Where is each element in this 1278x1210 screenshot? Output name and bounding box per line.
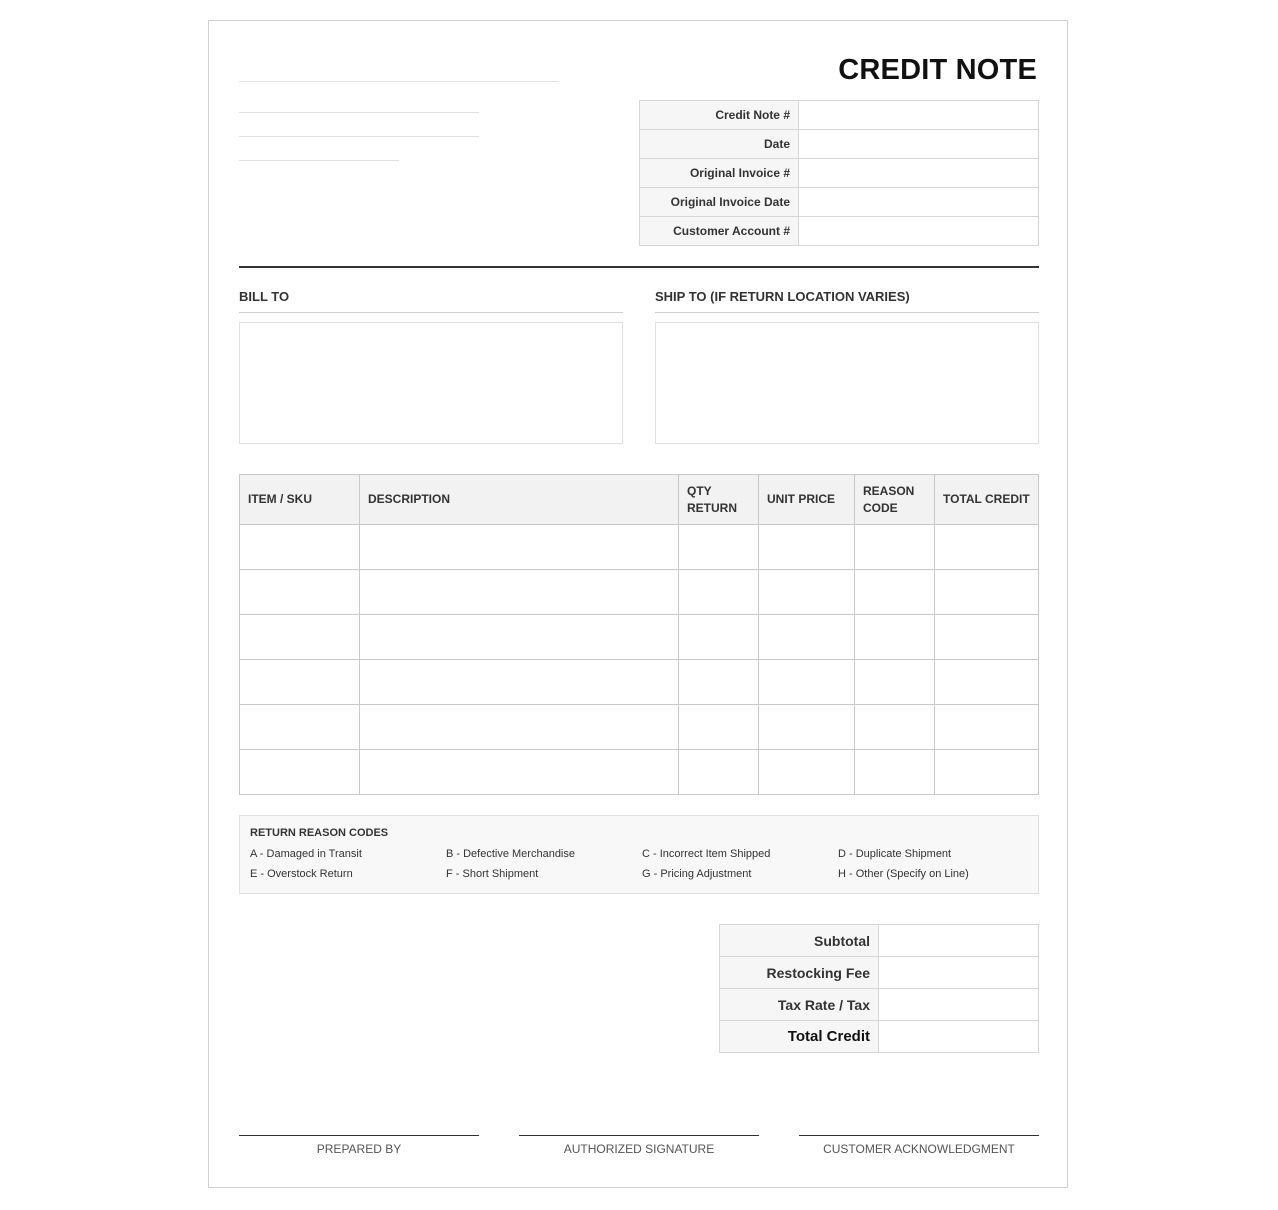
qty-return-cell[interactable] — [679, 750, 759, 795]
customer-acknowledgment-signature[interactable]: CUSTOMER ACKNOWLEDGMENT — [799, 1135, 1039, 1156]
total-credit-cell[interactable] — [935, 525, 1039, 570]
document-title: CREDIT NOTE — [838, 54, 1037, 86]
tax-label: Tax Rate / Tax — [720, 989, 879, 1021]
column-header-unit-price: UNIT PRICE — [759, 475, 855, 525]
return-reason-codes-panel — [239, 815, 1039, 894]
total-credit-field[interactable] — [879, 1021, 1039, 1053]
original-invoice-number-field[interactable] — [799, 159, 1039, 188]
totals-table — [719, 924, 1039, 1053]
table-row — [240, 615, 1039, 660]
description-cell[interactable] — [360, 750, 679, 795]
item-sku-cell[interactable] — [240, 615, 360, 660]
reason-code-cell[interactable] — [855, 615, 935, 660]
item-sku-cell[interactable] — [240, 525, 360, 570]
line-items-table — [239, 474, 1039, 795]
reason-header-line-2: CODE — [863, 500, 898, 515]
reason-codes-title: RETURN REASON CODES — [250, 827, 389, 839]
qty-return-cell[interactable] — [679, 615, 759, 660]
reason-code-cell[interactable] — [855, 750, 935, 795]
column-header-total-credit: TOTAL CREDIT — [935, 475, 1039, 525]
restocking-fee-row — [720, 957, 1039, 989]
column-header-description: DESCRIPTION — [360, 475, 679, 525]
subtotal-label: Subtotal — [720, 925, 879, 957]
tax-field[interactable] — [879, 989, 1039, 1021]
header-divider — [239, 266, 1039, 268]
authorized-signature[interactable]: AUTHORIZED SIGNATURE — [519, 1135, 759, 1156]
reason-code-e: E - Overstock Return — [250, 868, 353, 880]
meta-row-credit-note-number — [640, 101, 1039, 130]
meta-row-original-invoice-date — [640, 188, 1039, 217]
company-contact-line[interactable] — [239, 160, 399, 161]
description-cell[interactable] — [360, 615, 679, 660]
credit-note-details-table — [639, 100, 1039, 246]
ship-to-field[interactable] — [655, 322, 1039, 444]
table-row — [240, 525, 1039, 570]
meta-row-customer-account — [640, 217, 1039, 246]
qty-header-line-2: RETURN — [687, 500, 737, 515]
reason-code-cell[interactable] — [855, 525, 935, 570]
prepared-by-signature[interactable]: PREPARED BY — [239, 1135, 479, 1156]
unit-price-cell[interactable] — [759, 570, 855, 615]
meta-row-original-invoice-number — [640, 159, 1039, 188]
qty-return-cell[interactable] — [679, 525, 759, 570]
meta-row-date — [640, 130, 1039, 159]
item-sku-cell[interactable] — [240, 705, 360, 750]
reason-code-a: A - Damaged in Transit — [250, 848, 362, 860]
reason-code-cell[interactable] — [855, 570, 935, 615]
reason-code-g: G - Pricing Adjustment — [642, 868, 752, 880]
unit-price-cell[interactable] — [759, 660, 855, 705]
table-row — [240, 570, 1039, 615]
unit-price-cell[interactable] — [759, 705, 855, 750]
restocking-fee-field[interactable] — [879, 957, 1039, 989]
original-invoice-date-field[interactable] — [799, 188, 1039, 217]
qty-return-cell[interactable] — [679, 570, 759, 615]
credit-note-number-field[interactable] — [799, 101, 1039, 130]
item-sku-cell[interactable] — [240, 750, 360, 795]
subtotal-row — [720, 925, 1039, 957]
ship-to-heading: SHIP TO (IF RETURN LOCATION VARIES) — [655, 289, 1039, 313]
total-credit-cell[interactable] — [935, 705, 1039, 750]
description-cell[interactable] — [360, 525, 679, 570]
reason-code-f: F - Short Shipment — [446, 868, 539, 880]
company-address-line-1[interactable] — [239, 112, 479, 113]
column-header-reason-code — [855, 475, 935, 525]
item-sku-cell[interactable] — [240, 660, 360, 705]
tax-row — [720, 989, 1039, 1021]
unit-price-cell[interactable] — [759, 750, 855, 795]
bill-to-heading: BILL TO — [239, 289, 623, 313]
credit-note-page — [208, 20, 1068, 1188]
description-cell[interactable] — [360, 570, 679, 615]
unit-price-cell[interactable] — [759, 615, 855, 660]
reason-code-b: B - Defective Merchandise — [446, 848, 575, 860]
credit-note-number-label: Credit Note # — [640, 101, 799, 130]
total-credit-row — [720, 1021, 1039, 1053]
reason-code-cell[interactable] — [855, 660, 935, 705]
company-address-line-2[interactable] — [239, 136, 479, 137]
description-cell[interactable] — [360, 705, 679, 750]
subtotal-field[interactable] — [879, 925, 1039, 957]
original-invoice-date-label: Original Invoice Date — [640, 188, 799, 217]
line-items-header-row — [240, 475, 1039, 525]
item-sku-cell[interactable] — [240, 570, 360, 615]
table-row — [240, 750, 1039, 795]
reason-code-c: C - Incorrect Item Shipped — [642, 848, 771, 860]
customer-account-label: Customer Account # — [640, 217, 799, 246]
total-credit-cell[interactable] — [935, 615, 1039, 660]
column-header-item-sku: ITEM / SKU — [240, 475, 360, 525]
restocking-fee-label: Restocking Fee — [720, 957, 879, 989]
total-credit-label: Total Credit — [720, 1021, 879, 1053]
unit-price-cell[interactable] — [759, 525, 855, 570]
date-field[interactable] — [799, 130, 1039, 159]
column-header-qty-return — [679, 475, 759, 525]
table-row — [240, 705, 1039, 750]
customer-account-field[interactable] — [799, 217, 1039, 246]
description-cell[interactable] — [360, 660, 679, 705]
total-credit-cell[interactable] — [935, 660, 1039, 705]
date-label: Date — [640, 130, 799, 159]
bill-to-field[interactable] — [239, 322, 623, 444]
original-invoice-number-label: Original Invoice # — [640, 159, 799, 188]
reason-header-line-1: REASON — [863, 483, 915, 498]
total-credit-cell[interactable] — [935, 570, 1039, 615]
qty-header-line-1: QTY — [687, 483, 712, 498]
table-row — [240, 660, 1039, 705]
company-name-line[interactable] — [239, 81, 559, 82]
qty-return-cell[interactable] — [679, 705, 759, 750]
total-credit-cell[interactable] — [935, 750, 1039, 795]
qty-return-cell[interactable] — [679, 660, 759, 705]
reason-code-d: D - Duplicate Shipment — [838, 848, 952, 860]
reason-code-cell[interactable] — [855, 705, 935, 750]
reason-code-h: H - Other (Specify on Line) — [838, 868, 969, 880]
